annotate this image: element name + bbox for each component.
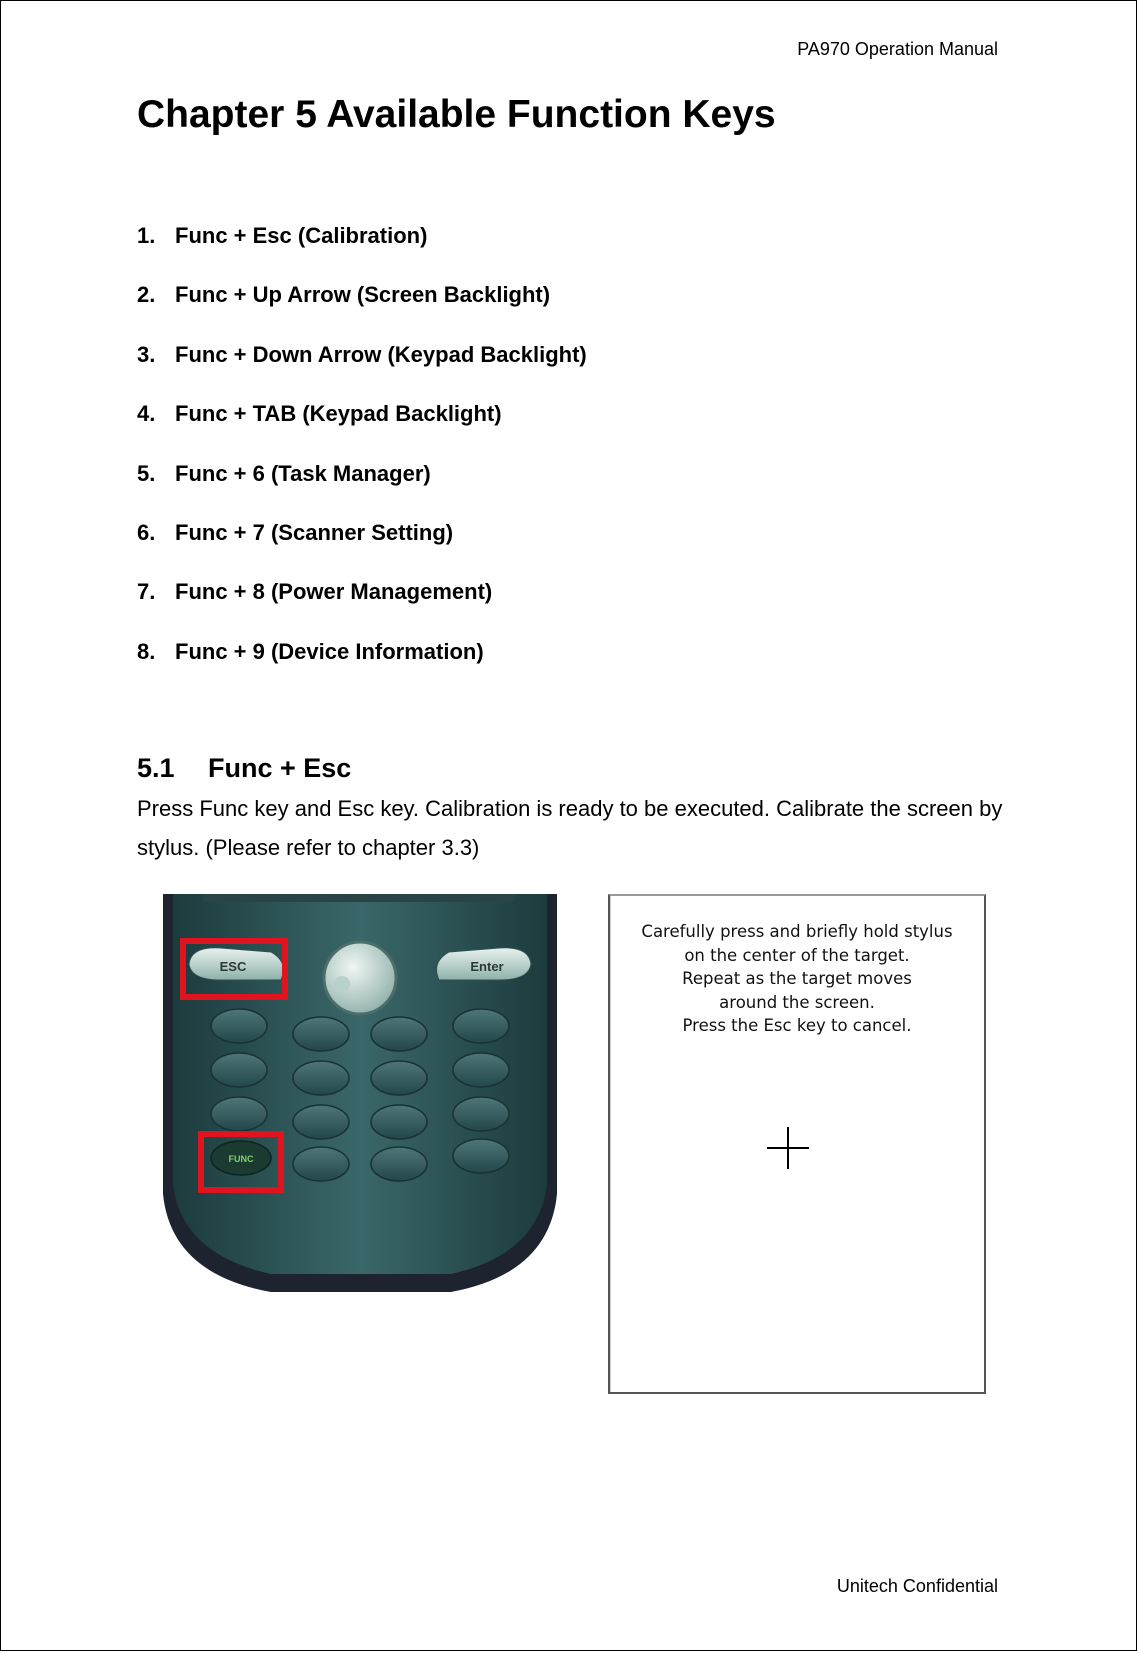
list-item-label: Func + TAB (Keypad Backlight) <box>175 401 502 427</box>
calibration-line: around the screen. <box>719 992 875 1012</box>
list-item-label: Func + 7 (Scanner Setting) <box>175 519 454 545</box>
list-item-label: Func + Esc (Calibration) <box>175 223 428 248</box>
list-item-number: 7. <box>137 579 156 605</box>
calibration-target-icon[interactable] <box>767 1127 809 1169</box>
header-manual-title: PA970 Operation Manual <box>797 39 998 59</box>
keypad-photo <box>161 894 559 1296</box>
function-key-list <box>137 223 587 698</box>
chapter-title: Chapter 5 Available Function Keys <box>137 93 776 136</box>
list-item <box>137 639 587 698</box>
calibration-line: on the center of the target. <box>684 945 910 965</box>
func-key-label: FUNC <box>228 1154 254 1164</box>
list-item <box>137 579 587 638</box>
calibration-line: Repeat as the target moves <box>682 969 912 988</box>
list-item-label: Func + Up Arrow (Screen Backlight) <box>175 282 551 308</box>
list-item-label: Func + 6 (Task Manager) <box>175 460 431 486</box>
calibration-line: Press the Esc key to cancel. <box>682 1016 912 1035</box>
section-title: Func + Esc <box>208 753 352 783</box>
list-item-number: 6. <box>137 519 156 545</box>
list-item-number: 5. <box>137 460 156 486</box>
list-item <box>137 282 587 341</box>
list-item <box>137 223 587 282</box>
section-paragraph: Press Func key and Esc key. Calibration is ready to be executed. Calibrate the screen by stylus. (Please refer to chapter 3.3) <box>137 796 1003 860</box>
esc-key-label: ESC <box>219 959 247 974</box>
calibration-screen <box>608 894 986 1394</box>
calibration-line: Carefully press and briefly hold stylus <box>641 922 953 941</box>
calibration-instructions <box>610 920 984 1038</box>
list-item-label: Func + Down Arrow (Keypad Backlight) <box>175 341 587 367</box>
list-item <box>137 401 587 460</box>
list-item-number: 1. <box>137 223 156 248</box>
list-item <box>137 461 587 520</box>
nav-pad <box>324 942 396 1014</box>
section-heading <box>137 753 351 784</box>
list-item-number: 8. <box>137 638 156 664</box>
list-item <box>137 520 587 579</box>
section-number: 5.1 <box>137 753 175 783</box>
list-item-label: Func + 8 (Power Management) <box>175 579 493 605</box>
list-item-number: 2. <box>137 282 156 308</box>
enter-key-label: Enter <box>470 959 504 974</box>
list-item <box>137 342 587 401</box>
footer-confidential: Unitech Confidential <box>836 1576 998 1596</box>
list-item-label: Func + 9 (Device Information) <box>175 638 484 664</box>
list-item-number: 4. <box>137 401 156 427</box>
list-item-number: 3. <box>137 341 156 367</box>
